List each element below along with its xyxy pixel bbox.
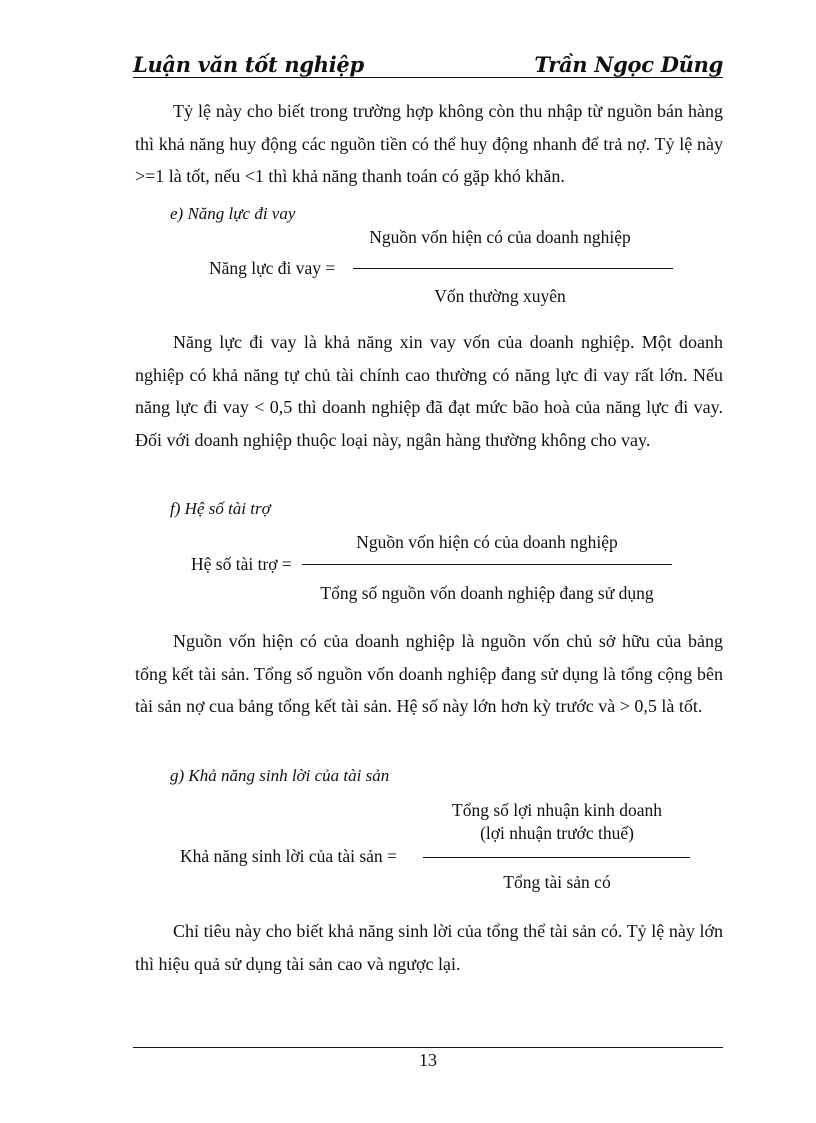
paragraph-2: Năng lực đi vay là khả năng xin vay vốn của doanh nghiệp. Một doanh nghiệp có khả năng tự chủ tài chính cao thường có năng lực đi vay rất lớn. Nếu năng lực đi vay < 0,5 thì doanh nghiệp đã đạt mức bão hoà của năng lực đi vay. Đối với doanh nghiệp thuộc loại này, ngân hàng thường không cho vay. [135, 332, 723, 450]
formula-e-fraction-bar [353, 268, 673, 269]
formula-g-numerator-line-1: Tổng số lợi nhuận kinh doanh [452, 800, 662, 820]
formula-g-fraction-bar [423, 857, 690, 858]
header-rule [133, 77, 723, 78]
formula-f-label: Hệ số tài trợ = [191, 554, 292, 574]
section-heading-f: f) Hệ số tài trợ [170, 499, 271, 518]
paragraph-3: Nguồn vốn hiện có của doanh nghiệp là nguồn vốn chủ sở hữu của bảng tổng kết tài sản. Tổng số nguồn vốn doanh nghiệp đang sử dụng là tổng cộng bên tài sản nợ cua bảng tổng kết tài sản. Hệ số này lớn hơn kỳ trước và > 0,5 là tốt. [135, 631, 723, 716]
section-heading-e: e) Năng lực đi vay [170, 204, 296, 223]
formula-f-fraction-bar [302, 564, 672, 565]
running-header [133, 50, 723, 80]
formula-g-denominator: Tổng tài sản có [503, 872, 611, 892]
paragraph-1: Tỷ lệ này cho biết trong trường hợp không còn thu nhập từ nguồn bán hàng thì khả năng huy động các nguồn tiền có thể huy động nhanh để trả nợ. Tỷ lệ này >=1 là tốt, nếu <1 thì khả năng thanh toán có gặp khó khăn. [135, 101, 723, 186]
thesis-title: Luận văn tốt nghiệp [133, 52, 364, 77]
formula-e-label: Năng lực đi vay = [209, 258, 336, 278]
footer-rule [133, 1047, 723, 1048]
formula-g-numerator-line-2: (lợi nhuận trước thuế) [480, 823, 634, 843]
formula-f-numerator: Nguồn vốn hiện có của doanh nghiệp [356, 532, 618, 552]
section-heading-g: g) Khả năng sinh lời của tài sản [170, 766, 390, 785]
author-name: Trần Ngọc Dũng [534, 52, 723, 77]
formula-e-denominator: Vốn thường xuyên [434, 286, 566, 306]
formula-f-denominator: Tổng số nguồn vốn doanh nghiệp đang sử dụng [320, 583, 654, 603]
formula-g-label: Khả năng sinh lời của tài sản = [180, 846, 397, 866]
formula-e-numerator: Nguồn vốn hiện có của doanh nghiệp [369, 227, 631, 247]
paragraph-4: Chỉ tiêu này cho biết khả năng sinh lời của tổng thể tài sản có. Tỷ lệ này lớn thì hiệu quả sử dụng tài sản cao và ngược lại. [135, 921, 723, 974]
page-number: 13 [419, 1050, 437, 1070]
